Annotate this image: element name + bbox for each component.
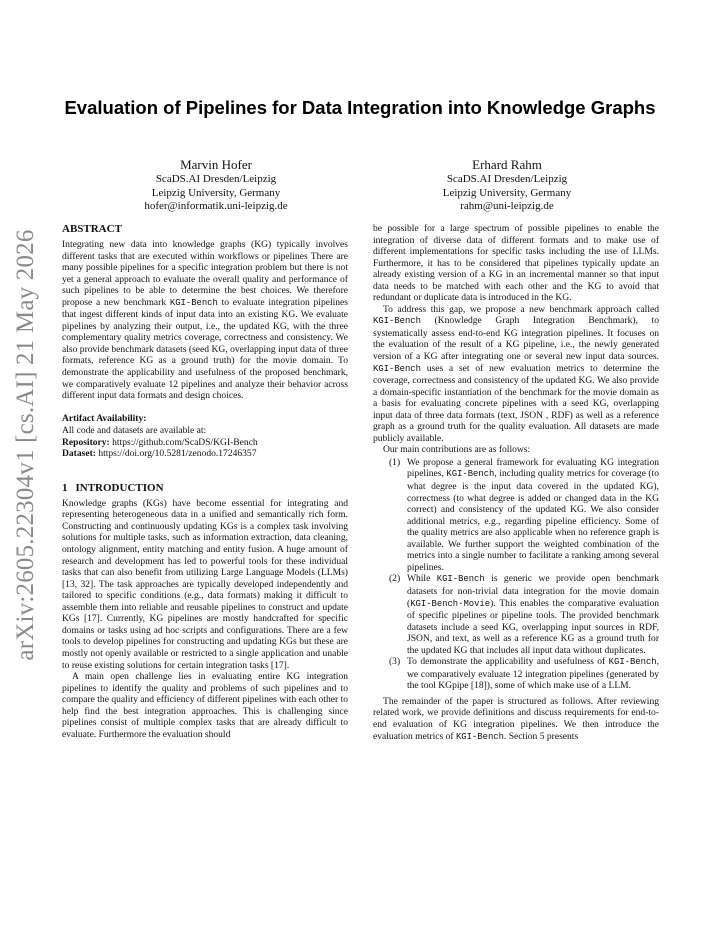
list-item: (2) While KGI-Bench is generic we provide open benchmark datasets for non-trivial data integration for the movie domain (KGI-Bench-Movie). This enables the comparative evaluation of specific pipelines or pipeline tools. The provided benchmark datasets include a seed KG, overlapping input sources in RDF, JSON, and text, as well as a reference KG as a ground truth for the updated KG that includes all input data without duplicates.: [389, 573, 659, 656]
author-affiliation: ScaDS.AI Dresden/Leipzig: [155, 173, 277, 185]
left-column: [62, 223, 348, 740]
introduction-heading: 1 INTRODUCTION: [62, 481, 164, 494]
author-name: Marvin Hofer: [180, 157, 252, 172]
paper-title: Evaluation of Pipelines for Data Integration into Knowledge Graphs: [64, 97, 656, 118]
author-block-2: [362, 156, 652, 214]
list-item: (3) To demonstrate the applicability and usefulness of KGI-Bench, we comparatively evaluate 12 integration pipelines (generated by the tool KGpipe [18]), some of which make use of a LLM.: [389, 656, 659, 692]
arxiv-stamp-text: arXiv:2605.22304v1 [cs.AI] 21 May 2026: [12, 229, 39, 661]
dataset-link[interactable]: https://doi.org/10.5281/zenodo.17246357: [98, 448, 257, 460]
abstract-heading: ABSTRACT: [62, 223, 122, 235]
list-item: (1) We propose a general framework for evaluating KG integration pipelines, KGI-Bench, including quality metrics for coverage (to what degree is the input data covered in the updated KG), correctness (to what degree is added or changed data in the KG correct) and consistency of the updated KG. We also consider additional metrics, e.g., regarding pipeline efficiency. Some of the quality metrics are also applicable when no reference graph is available. We further support the weighted combination of the metrics into a single number to facilitate a ranking among several pipelines.: [389, 456, 659, 573]
author-email: rahm@uni-leipzig.de: [460, 200, 554, 212]
repository-line: Repository: https://github.com/ScaDS/KGI-Bench: [62, 436, 258, 448]
intro-paragraph-1: Knowledge graphs (KGs) have become essential for integrating and representing heterogeneous data in a unified and semantically rich form. Constructing and continuously updating KGs is a complex task involving solutions for multiple tasks, such as information extraction, data cleaning, ontology alignment, entity matching and entity fusion. A huge amount of research and development has led to powerful tools for these individual tasks that can also benefit from utilizing Large Language Models (LLMs) [13, 32]. The task approaches are typically developed independently and tailored to specific conditions (e.g., data formats) making it difficult to assemble them into reliable and reusable pipelines to construct and update KGs [17]. Currently, KG pipelines are mostly handcrafted for specific domains or tasks using ad hoc scripts and configurations. There are a few tools to develop pipelines for constructing and updating KGs but these are mostly not openly available or restricted to a single application and unable to reuse existing solutions for certain integration tasks [17].: [62, 497, 348, 671]
intro-paragraph-2: A main open challenge lies in evaluating entire KG integration pipelines to identify the quality and problems of such pipelines and to compare the quality and efficiency of different pipelines with each other to help find the best integration approaches. This is challenging since pipelines consist of multiple complex tasks that are already difficult to evaluate. Furthermore the evaluation should: [62, 671, 348, 740]
author-institution: Leipzig University, Germany: [151, 186, 281, 199]
author-name: Erhard Rahm: [472, 157, 542, 172]
author-institution: Leipzig University, Germany: [442, 186, 572, 199]
dataset-line: Dataset: https://doi.org/10.5281/zenodo.17246357: [62, 448, 257, 460]
repository-link[interactable]: https://github.com/ScaDS/KGI-Bench: [112, 436, 258, 448]
benchmark-name: KGI-Bench: [169, 297, 218, 308]
intro-paragraph-3: be possible for a large spectrum of possible pipelines to enable the integration of diverse data of different formats and to make use of different implementations for specific tasks including the use of LLMs. Furthermore, it has to be considered that pipelines typically update an already existing version of a KG in an incremental manner so that input data needs to be matched with each other and the KG to avoid that redundant or duplicate data is introduced in the KG.: [373, 223, 659, 304]
availability-line: All code and datasets are available at:: [62, 425, 207, 437]
author-affiliation: ScaDS.AI Dresden/Leipzig: [446, 173, 568, 185]
intro-paragraph-4: To address this gap, we propose a new benchmark approach called KGI-Bench (Knowledge Graph Integration Benchmark), to systematically assess end-to-end KG integration pipelines. It focuses on the evaluation of the result of a KG pipeline, i.e., the newly generated version of a KG after integrating one or several new input data sources. KGI-Bench uses a set of new evaluation metrics to determine the coverage, correctness and consistency of the updated KG. We also provide a domain-specific instantiation of the benchmark for the movie domain as a basis for evaluating concrete pipelines with a seed KG, overlapping input data of three data formats (text, JSON , RDF) as well as a reference graph as a ground truth for the quality evaluation. All datasets are made publicly available.: [373, 303, 659, 444]
abstract-text: Integrating new data into knowledge graphs (KG) typically involves different tasks that are executed within workflows or pipelines There are many possible pipelines for a specific integration problem but there is not yet a general approach to evaluate the overall quality and performance of such pipelines to be able to determine the best choices. We therefore propose a new benchmark KGI-Bench to evaluate integration pipelines that ingest different kinds of input data into an existing KG. We evaluate pipelines by analyzing their output, i.e., the updated KG, with the three complementary quality metrics coverage, correctness and consistency. We also provide benchmark datasets (seed KG, overlapping input data of three formats, reference KG as a ground truth) for the movie domain. To demonstrate the applicability and usefulness of the proposed benchmark, we comparatively evaluate 12 pipelines and analyze their behavior across different input data formats and design choices.: [62, 239, 348, 402]
author-block-1: [71, 156, 361, 214]
intro-paragraph-5: The remainder of the paper is structured as follows. After reviewing related work, we provide definitions and discuss requirements for end-to-end evaluation of KG integration pipelines. We then introduce the evaluation metrics of KGI-Bench. Section 5 presents: [373, 695, 659, 742]
contributions-list: [373, 457, 659, 692]
author-email: hofer@informatik.uni-leipzig.de: [144, 200, 288, 212]
contributions-intro: Our main contributions are as follows:: [383, 444, 531, 456]
right-column: [373, 223, 659, 743]
artifact-availability-heading: Artifact Availability:: [62, 412, 147, 424]
arxiv-identifier-stamp: [6, 225, 46, 665]
